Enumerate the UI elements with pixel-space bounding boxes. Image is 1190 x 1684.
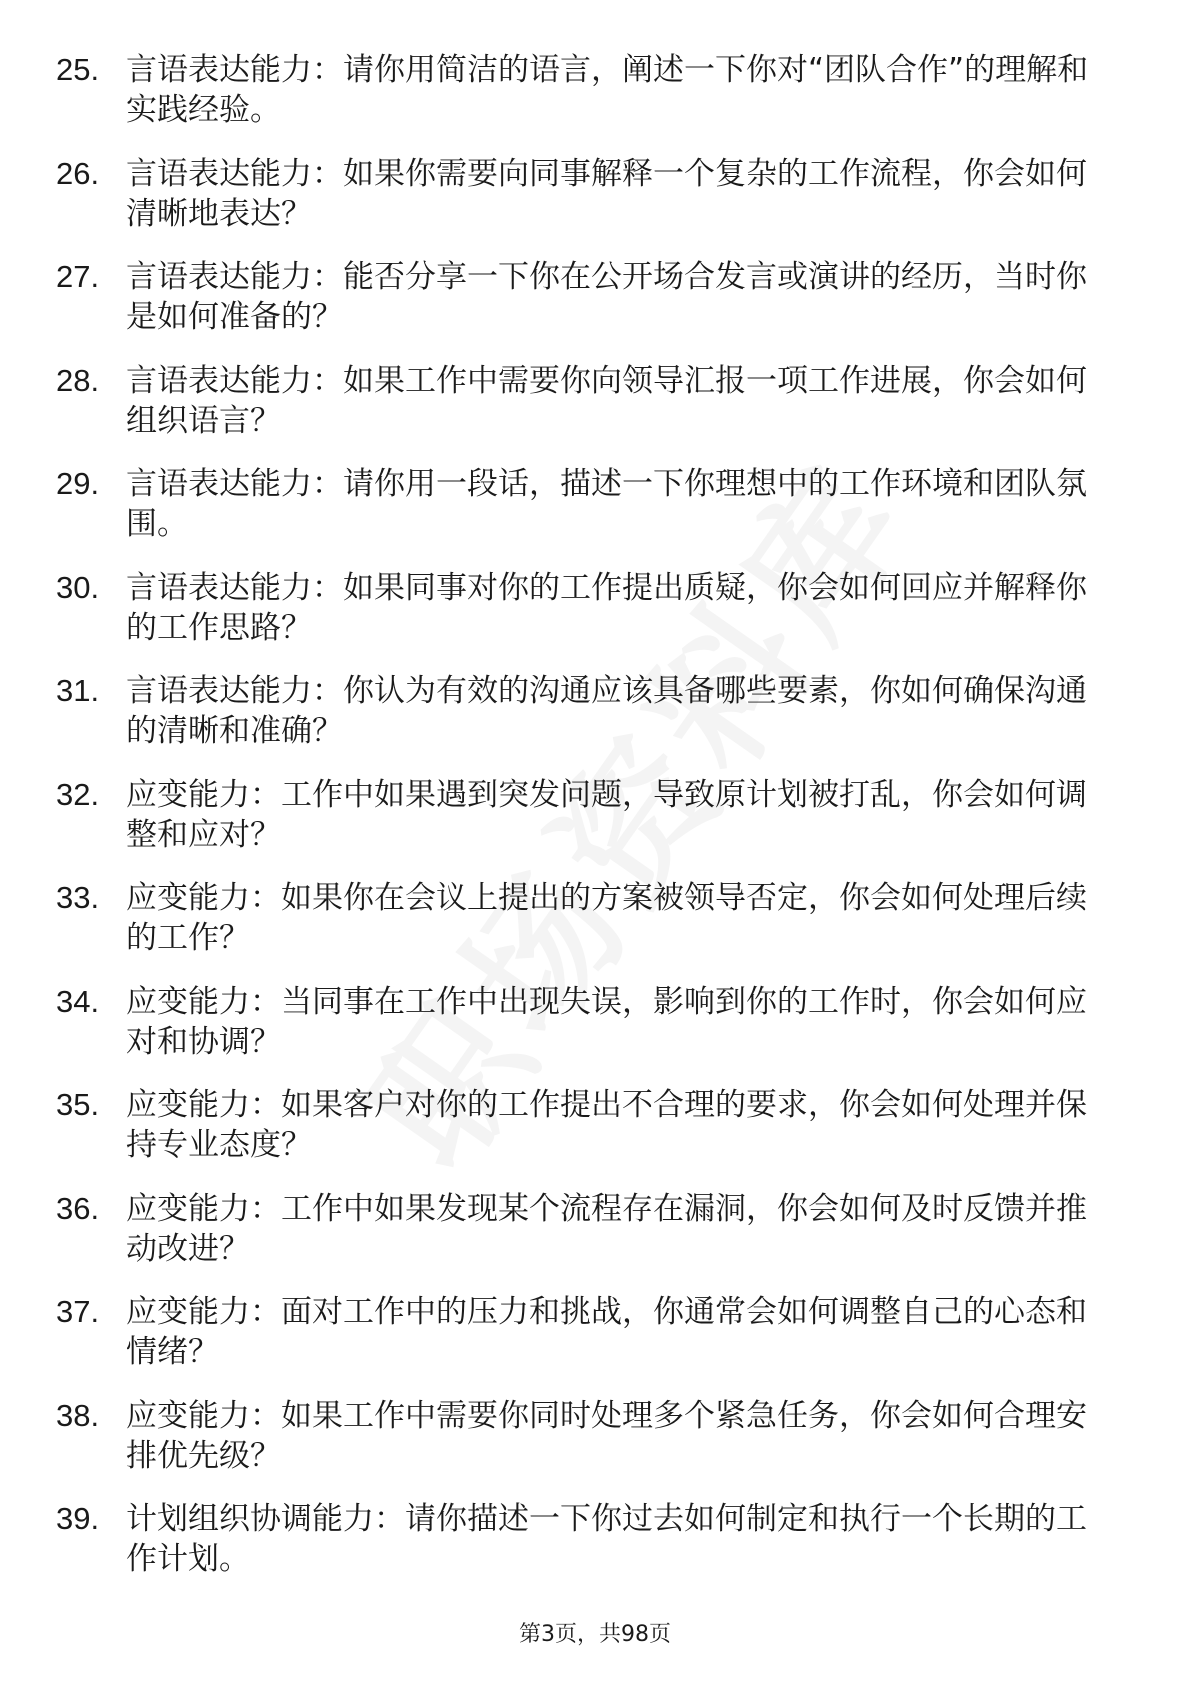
page-footer: 第3页，共98页 xyxy=(519,1622,671,1647)
question-text: 应变能力：工作中如果发现某个流程存在漏洞，你会如何及时反馈并推动改进？ xyxy=(126,1190,1087,1267)
list-item xyxy=(56,154,1106,258)
question-text: 言语表达能力：请你用一段话，描述一下你理想中的工作环境和团队氛围。 xyxy=(126,466,1087,542)
list-item xyxy=(56,568,1106,672)
list-item xyxy=(56,1499,1106,1603)
question-number: 34. xyxy=(56,983,100,1019)
list-item xyxy=(56,1189,1106,1293)
question-text: 计划组织协调能力：请你描述一下你过去如何制定和执行一个长期的工作计划。 xyxy=(126,1501,1087,1577)
question-number: 37. xyxy=(56,1294,100,1329)
question-number: 30. xyxy=(56,569,100,605)
question-text: 应变能力：如果你在会议上提出的方案被领导否定，你会如何处理后续的工作？ xyxy=(126,880,1087,956)
question-number: 33. xyxy=(56,880,100,915)
list-item xyxy=(56,982,1106,1086)
question-number: 35. xyxy=(56,1087,100,1122)
question-text: 应变能力：如果工作中需要你同时处理多个紧急任务，你会如何合理安排优先级？ xyxy=(126,1397,1087,1474)
question-number: 32. xyxy=(56,776,100,812)
question-text: 言语表达能力：如果工作中需要你向领导汇报一项工作进展，你会如何组织语言？ xyxy=(126,362,1087,439)
question-number: 39. xyxy=(56,1501,100,1536)
list-item xyxy=(56,257,1106,361)
list-item xyxy=(56,671,1106,775)
list-item xyxy=(56,775,1106,879)
question-number: 28. xyxy=(56,362,100,398)
question-number: 25. xyxy=(56,52,100,87)
question-number: 26. xyxy=(56,155,100,191)
list-item xyxy=(56,1085,1106,1189)
question-text: 言语表达能力：如果同事对你的工作提出质疑，你会如何回应并解释你的工作思路？ xyxy=(126,569,1087,646)
question-text: 应变能力：当同事在工作中出现失误，影响到你的工作时，你会如何应对和协调？ xyxy=(126,983,1087,1060)
question-text: 言语表达能力：能否分享一下你在公开场合发言或演讲的经历，当时你是如何准备的？ xyxy=(126,259,1087,335)
question-number: 31. xyxy=(56,673,100,708)
question-number: 29. xyxy=(56,466,100,501)
question-text: 应变能力：如果客户对你的工作提出不合理的要求，你会如何处理并保持专业态度？ xyxy=(126,1087,1087,1163)
list-item xyxy=(56,1292,1106,1396)
question-text: 应变能力：工作中如果遇到突发问题，导致原计划被打乱，你会如何调整和应对？ xyxy=(126,776,1087,853)
question-text: 应变能力：面对工作中的压力和挑战，你通常会如何调整自己的心态和情绪？ xyxy=(126,1294,1087,1370)
question-text: 言语表达能力：你认为有效的沟通应该具备哪些要素，你如何确保沟通的清晰和准确？ xyxy=(126,673,1087,749)
question-number: 27. xyxy=(56,259,100,294)
question-number: 38. xyxy=(56,1397,100,1433)
question-text: 言语表达能力：请你用简洁的语言，阐述一下你对“团队合作”的理解和实践经验。 xyxy=(126,52,1089,128)
list-item xyxy=(56,464,1106,568)
list-item xyxy=(56,361,1106,465)
list-item xyxy=(56,1396,1106,1500)
question-number: 36. xyxy=(56,1190,100,1226)
question-list xyxy=(56,50,1106,1603)
list-item xyxy=(56,878,1106,982)
list-item xyxy=(56,50,1106,154)
question-text: 言语表达能力：如果你需要向同事解释一个复杂的工作流程，你会如何清晰地表达？ xyxy=(126,155,1087,232)
